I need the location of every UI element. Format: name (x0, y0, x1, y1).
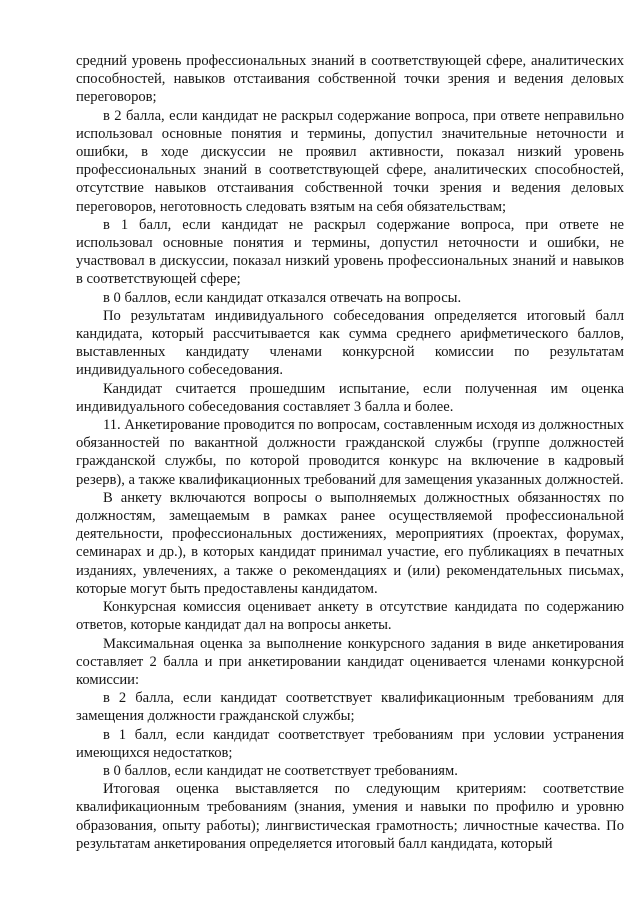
paragraph-questionnaire-contents: В анкету включаются вопросы о выполняемых должностных обязанностях по должностям, замещаемым в рамках ранее осуществляемой профессиональной деятельности, профессиональных достижениях, мероприятиях (проектах, форумах, семинарах и др.), в которых кандидат принимал участие, его публикациях в печатных изданиях, увлечениях, а также о рекомендациях и (или) рекомендательных письмах, которые могут быть предоставлены кандидатом. (76, 489, 624, 597)
paragraph-score-1-interview: в 1 балл, если кандидат не раскрыл содержание вопроса, при ответе не использовал основные понятия и термины, допустил неточности и ошибки, не участвовал в дискуссии, показал низкий уровень профессиональных знаний и навыков в соответствующей сфере; (76, 216, 624, 288)
paragraph-questionnaire-max-score: Максимальная оценка за выполнение конкурсного задания в виде анкетирования составляет 2 балла и при анкетировании кандидат оценивается членами конкурсной комиссии: (76, 635, 624, 688)
paragraph-criteria-continuation: средний уровень профессиональных знаний в соответствующей сфере, аналитических способностей, навыков отстаивания собственной точки зрения и ведения деловых переговоров; (76, 53, 624, 106)
paragraph-interview-pass: Кандидат считается прошедшим испытание, если полученная им оценка индивидуального собеседования составляет 3 балла и более. (76, 380, 624, 415)
paragraph-score-1-questionnaire: в 1 балл, если кандидат соответствует требованиям при условии устранения имеющихся недостатков; (76, 726, 624, 761)
paragraph-score-2-interview: в 2 балла, если кандидат не раскрыл содержание вопроса, при ответе неправильно использовал основные понятия и термины, допустил значительные неточности и ошибки, в ходе дискуссии не проявил активности, показал низкий уровень профессиональных знаний в соответствующей сфере, аналитических способностей, отсутствие навыков отстаивания собственной точки зрения и ведения деловых переговоров, неготовность следовать взятым на себя обязательствам; (76, 107, 624, 215)
paragraph-final-criteria: Итоговая оценка выставляется по следующим критериям: соответствие квалификационным требованиям (знания, умения и навыки по профилю и уровню образования, опыту работы); лингвистическая грамотность; личностные качества. По результатам анкетирования определяется итоговый балл кандидата, который (76, 781, 624, 852)
paragraph-interview-total: По результатам индивидуального собеседования определяется итоговый балл кандидата, который рассчитывается как сумма среднего арифметического баллов, выставленных кандидату членами конкурсной комиссии по результатам индивидуального собеседования. (76, 307, 624, 379)
document-page (76, 52, 624, 853)
paragraph-score-0-interview: в 0 баллов, если кандидат отказался отвечать на вопросы. (103, 289, 462, 306)
paragraph-score-0-questionnaire: в 0 баллов, если кандидат не соответствует требованиям. (103, 762, 458, 779)
paragraph-section-11-questionnaire: 11. Анкетирование проводится по вопросам, составленным исходя из должностных обязанностей по вакантной должности гражданской службы (группе должностей гражданской службы, по которой проводится конкурс на включение в кадровый резерв), а также квалификационных требований для замещения указанных должностей. (76, 417, 624, 488)
paragraph-score-2-questionnaire: в 2 балла, если кандидат соответствует квалификационным требованиям для замещения должности гражданской службы; (76, 690, 624, 725)
paragraph-questionnaire-evaluation: Конкурсная комиссия оценивает анкету в отсутствие кандидата по содержанию ответов, которые кандидат дал на вопросы анкеты. (76, 599, 624, 634)
